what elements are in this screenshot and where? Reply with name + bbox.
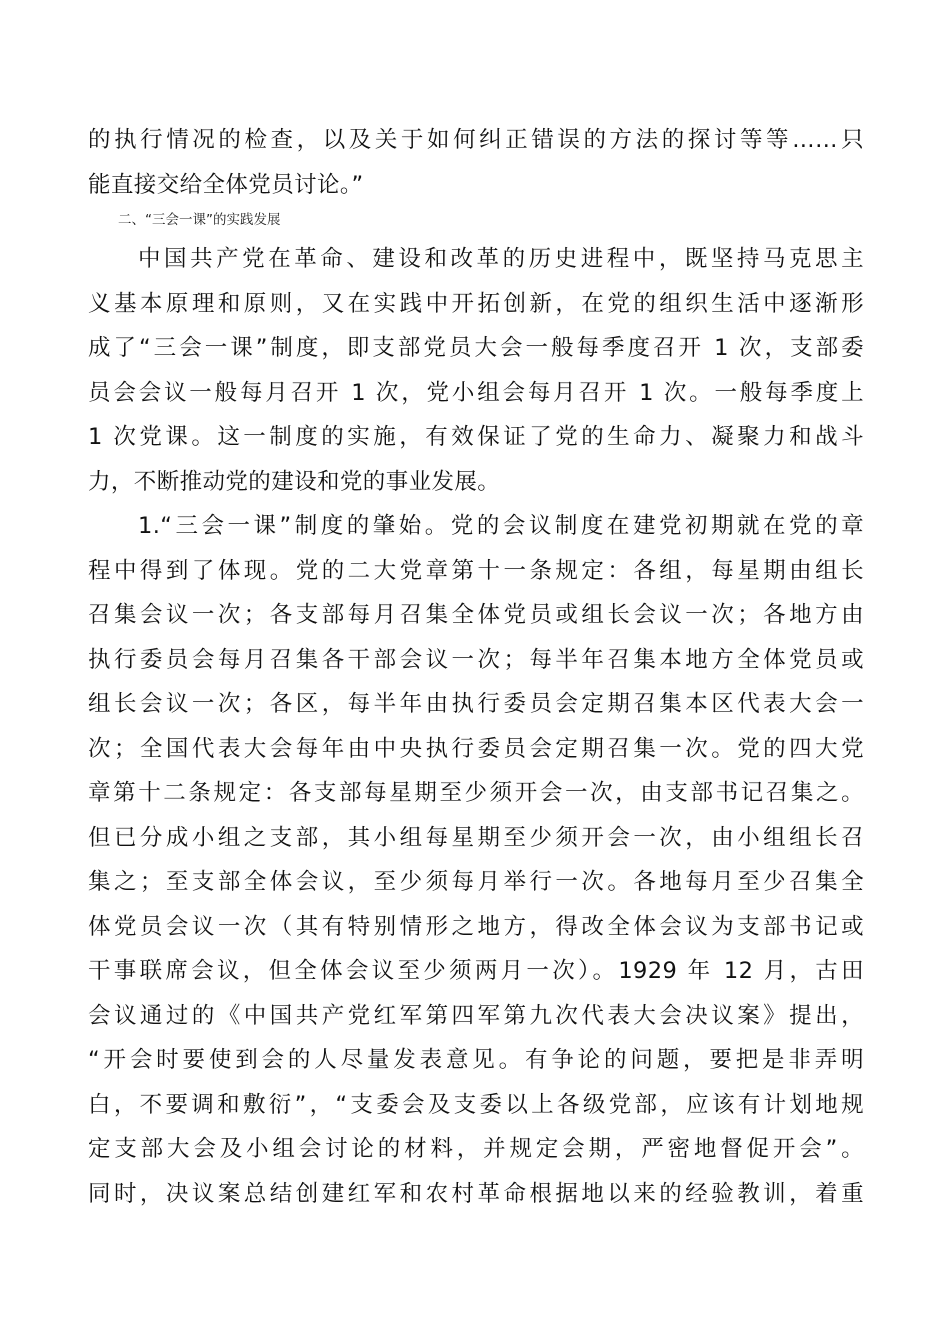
text-line: 次；全国代表大会每年由中央执行委员会定期召集一次。党的四大党 [88,735,864,762]
text-line: 会议通过的《中国共产党红军第四军第九次代表大会决议案》提出， [88,1002,864,1029]
text-line: 执行委员会每月召集各干部会议一次；每半年召集本地方全体党员或 [88,646,864,673]
document-body [88,118,864,1216]
text-line: 义基本原理和原则，又在实践中开拓创新，在党的组织生活中逐渐形 [88,290,864,317]
text-line: 程中得到了体现。党的二大党章第十一条规定：各组，每星期由组长 [88,557,864,584]
text-line: “开会时要使到会的人尽量发表意见。有争论的问题，要把是非弄明 [88,1047,864,1073]
text-line: 员会会议一般每月召开 1 次，党小组会每月召开 1 次。一般每季度上 [88,379,864,406]
text-line: 的执行情况的检查，以及关于如何纠正错误的方法的探讨等等……只 [88,127,864,153]
text-line: 能直接交给全体党员讨论。” [88,171,364,198]
text-line: 但已分成小组之支部，其小组每星期至少须开会一次，由小组组长召 [88,824,864,851]
paragraph-first-line: 1.“三会一课”制度的肇始。党的会议制度在建党初期就在党的章 [138,513,864,539]
text-line: 体党员会议一次（其有特别情形之地方，得改全体会议为支部书记或 [88,913,864,940]
text-line: 成了“三会一课”制度，即支部党员大会一般每季度召开 1 次，支部委 [88,335,864,361]
text-line: 章第十二条规定：各支部每星期至少须开会一次，由支部书记召集之。 [88,780,864,806]
text-line: 1 次党课。这一制度的实施，有效保证了党的生命力、凝聚力和战斗 [88,424,864,450]
paragraph-first-line: 中国共产党在革命、建设和改革的历史进程中，既坚持马克思主 [138,246,864,272]
section-heading: 二、“三会一课”的实践发展 [118,212,281,228]
text-line: 集之；至支部全体会议，至少须每月举行一次。各地每月至少召集全 [88,869,864,895]
text-line: 组长会议一次；各区，每半年由执行委员会定期召集本区代表大会一 [88,691,864,717]
text-line: 定支部大会及小组会讨论的材料，并规定会期，严密地督促开会”。 [88,1136,864,1162]
text-line: 力，不断推动党的建设和党的事业发展。 [88,468,501,495]
text-line: 召集会议一次；各支部每月召集全体党员或组长会议一次；各地方由 [88,602,864,628]
text-line: 干事联席会议，但全体会议至少须两月一次）。1929 年 12 月，古田 [88,958,864,984]
text-line: 白，不要调和敷衍”，“支委会及支委以上各级党部，应该有计划地规 [88,1091,864,1118]
text-line: 同时，决议案总结创建红军和农村革命根据地以来的经验教训，着重 [88,1180,864,1207]
